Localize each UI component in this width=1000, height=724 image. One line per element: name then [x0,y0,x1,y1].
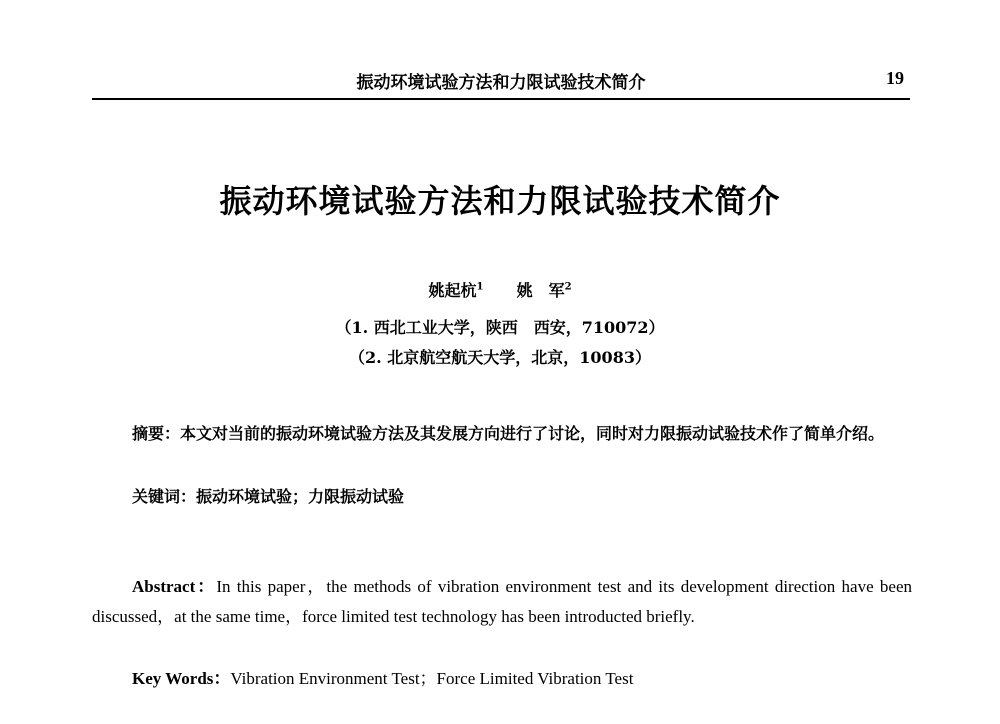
chinese-keywords-label: 关键词： [132,487,197,506]
english-abstract [92,572,912,632]
english-abstract-label: Abstract： [132,577,217,596]
paper-title: 振动环境试验方法和力限试验技术简介 [219,182,781,220]
header-rule [92,98,910,100]
author-name: 姚起杭 [428,281,477,300]
chinese-keywords [132,484,404,507]
chinese-keywords-text: 振动环境试验；力限振动试验 [196,487,405,506]
page-number: 19 [886,68,904,88]
author-list [0,278,1000,301]
running-title: 振动环境试验方法和力限试验技术简介 [356,73,646,93]
author-name: 姚 军 [516,281,565,300]
author-affil-mark: 2 [564,281,572,293]
running-head [92,66,910,94]
chinese-abstract-text: 本文对当前的振动环境试验方法及其发展方向进行了讨论，同时对力限振动试验技术作了简单介绍。 [180,424,885,443]
english-keywords-label: Key Words： [132,669,231,688]
english-keywords [132,664,633,689]
english-abstract-text: In this paper，the methods of vibration environment test and its development direction have been discussed，at the same time，force limited test technology has been introducted briefly. [92,577,912,626]
chinese-abstract-label: 摘要： [132,424,181,443]
english-keywords-text: Vibration Environment Test；Force Limited Vibration Test [230,669,634,688]
author-affil-mark: 1 [476,281,484,293]
affiliation-2: （2. 北京航空航天大学，北京，10083） [349,348,651,367]
chinese-abstract [92,420,914,448]
affiliation-1: （1. 西北工业大学，陕西 西安，710072） [335,318,665,337]
